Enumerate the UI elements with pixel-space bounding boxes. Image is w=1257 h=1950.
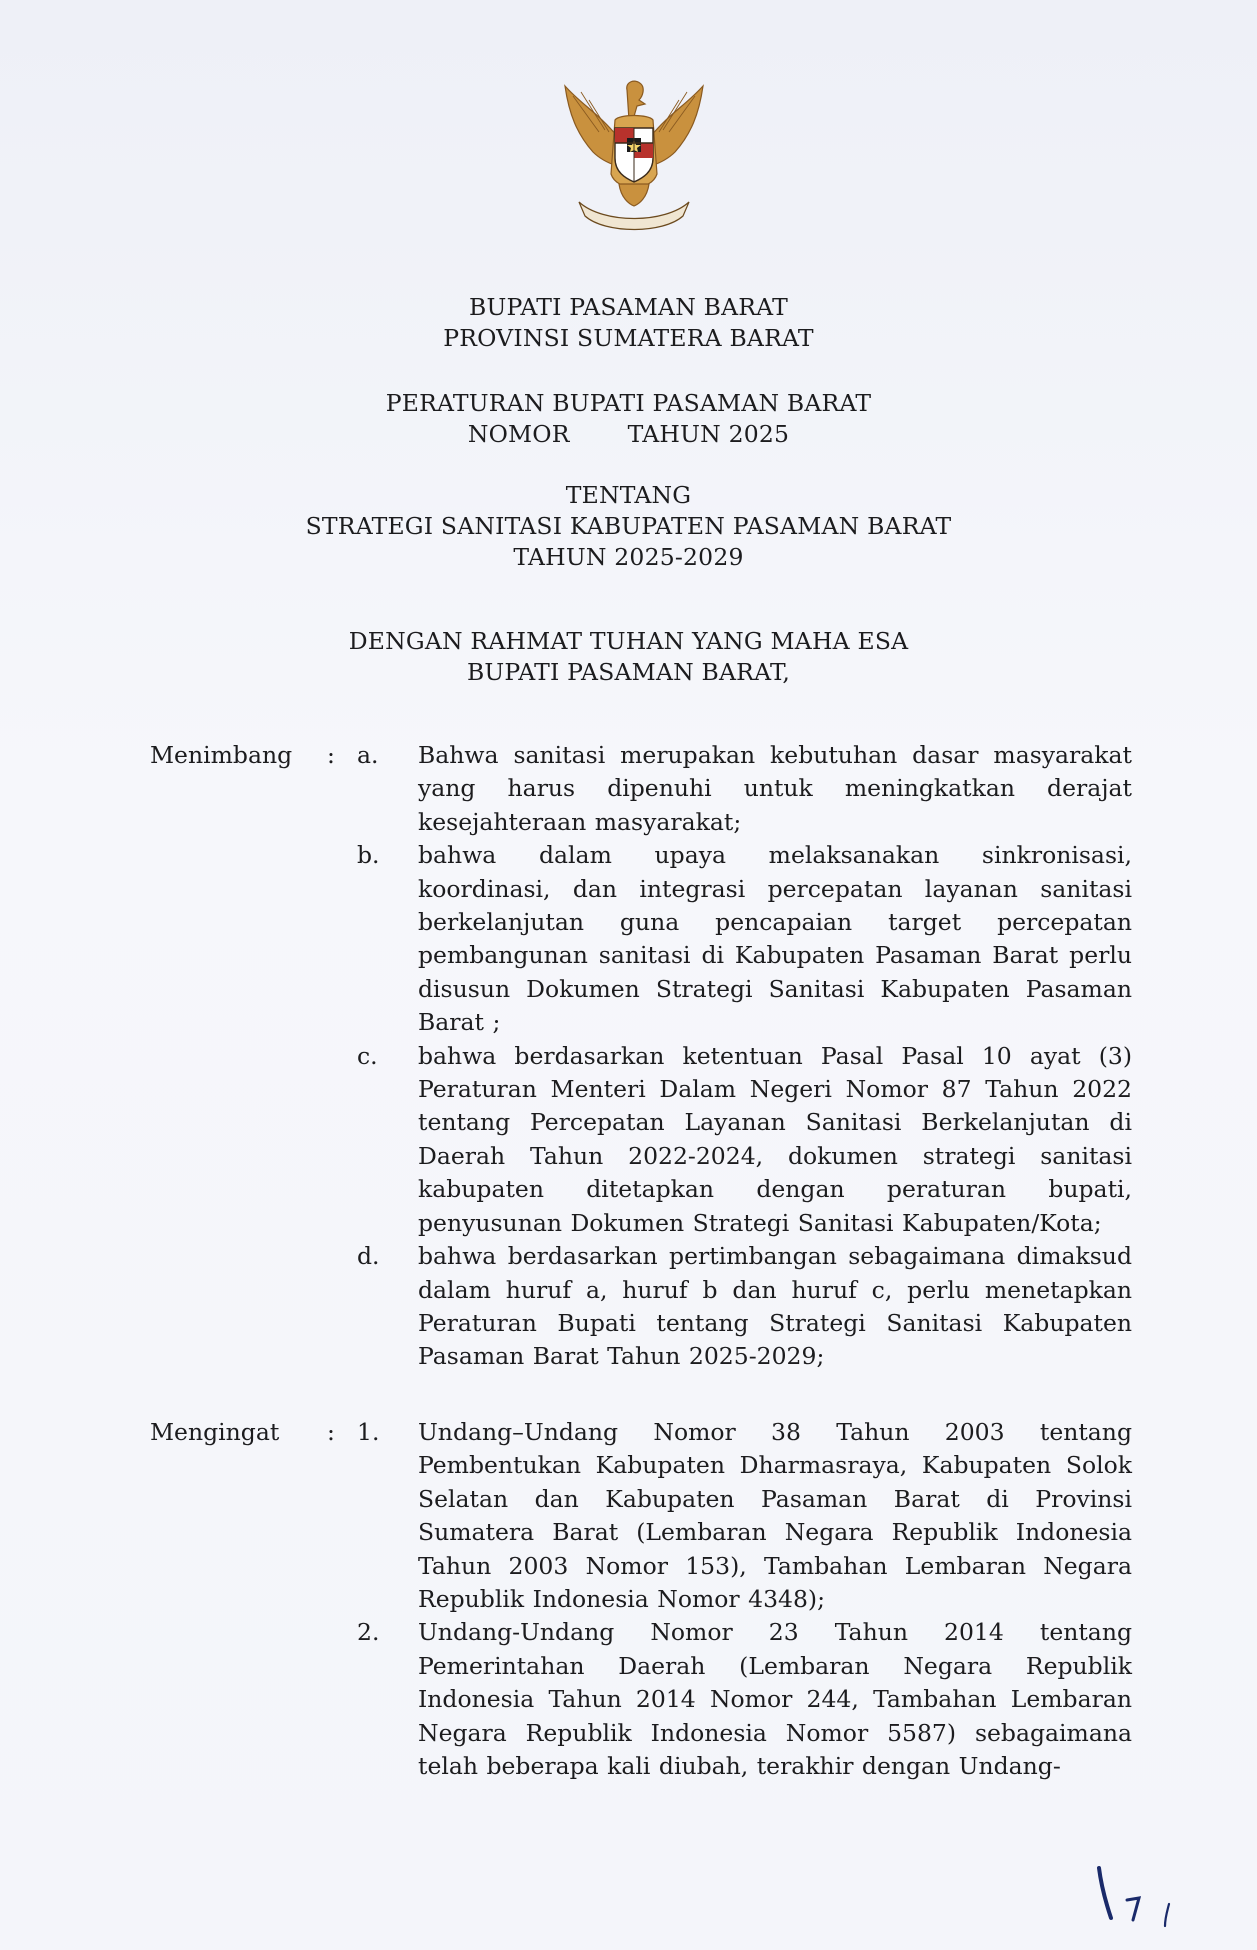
nomor-label: NOMOR	[467, 420, 570, 448]
section-label: Mengingat	[150, 1418, 280, 1446]
item-text: bahwa dalam upaya melaksanakan sinkronisasi, koordinasi, dan integrasi percepatan layanan sanitasi berkelanjutan guna pencapaian target percepatan pembangunan sanitasi di Kabupaten Pasaman Barat perlu disusun Dokumen Strategi Sanitasi Kabupaten Pasaman Barat ;	[418, 841, 1132, 1037]
subject-years: TAHUN 2025-2029	[513, 543, 744, 571]
list-item	[357, 1240, 1132, 1374]
item-text: bahwa berdasarkan ketentuan Pasal Pasal 10 ayat (3) Peraturan Menteri Dalam Negeri Nomor 87 Tahun 2022 tentang Percepatan Layanan Sanitasi Berkelanjutan di Daerah Tahun 2022-2024, dokumen strategi sanitasi kabupaten ditetapkan dengan peraturan bupati, penyusunan Dokumen Strategi Sanitasi Kabupaten/Kota;	[418, 1041, 1132, 1237]
tentang-label: TENTANG	[565, 481, 692, 509]
mengingat-list	[357, 1416, 1132, 1783]
section-colon: :	[327, 1418, 335, 1446]
preamble-line: DENGAN RAHMAT TUHAN YANG MAHA ESA	[348, 627, 909, 655]
item-text: Bahwa sanitasi merupakan kebutuhan dasar masyarakat yang harus dipenuhi untuk meningkatkan derajat kesejahteraan masyarakat;	[418, 741, 1132, 836]
preamble	[0, 626, 1257, 688]
initials-signature	[1085, 1860, 1195, 1930]
preamble-authority: BUPATI PASAMAN BARAT,	[466, 658, 791, 686]
item-text: Undang–Undang Nomor 38 Tahun 2003 tentang Pembentukan Kabupaten Dharmasraya, Kabupaten Solok Selatan dan Kabupaten Pasaman Barat di Provinsi Sumatera Barat (Lembaran Negara Republik Indonesia Tahun 2003 Nomor 153), Tambahan Lembaran Negara Republik Indonesia Nomor 4348);	[418, 1418, 1132, 1614]
list-item	[357, 739, 1132, 839]
tahun-label: TAHUN 2025	[627, 420, 790, 448]
item-marker: c.	[357, 1041, 378, 1070]
regulation-title: PERATURAN BUPATI PASAMAN BARAT	[385, 389, 872, 417]
subject-heading	[0, 480, 1257, 573]
item-marker: b.	[357, 841, 380, 870]
authority-line: BUPATI PASAMAN BARAT	[469, 293, 788, 321]
list-item	[357, 1416, 1132, 1616]
regulation-heading	[0, 388, 1257, 450]
list-item	[357, 1040, 1132, 1240]
section-label: Menimbang	[150, 741, 293, 769]
item-marker: 1.	[357, 1418, 380, 1446]
province-line: PROVINSI SUMATERA BARAT	[443, 324, 814, 352]
authority-heading	[0, 292, 1257, 354]
item-marker: d.	[357, 1242, 380, 1271]
item-text: Undang-Undang Nomor 23 Tahun 2014 tentang Pemerintahan Daerah (Lembaran Negara Republik Indonesia Tahun 2014 Nomor 244, Tambahan Lembaran Negara Republik Indonesia Nomor 5587) sebagaimana telah beberapa kali diubah, terakhir dengan Undang-	[418, 1618, 1132, 1781]
section-colon: :	[327, 741, 335, 769]
subject-line: STRATEGI SANITASI KABUPATEN PASAMAN BARAT	[305, 512, 952, 540]
item-text: bahwa berdasarkan pertimbangan sebagaimana dimaksud dalam huruf a, huruf b dan huruf c, perlu menetapkan Peraturan Bupati tentang Strategi Sanitasi Kabupaten Pasaman Barat Tahun 2025-2029;	[418, 1242, 1132, 1371]
menimbang-list	[357, 739, 1132, 1374]
regulation-number-line	[0, 419, 1257, 450]
garuda-emblem-icon	[559, 74, 709, 242]
item-marker: a.	[357, 741, 379, 769]
list-item	[357, 1616, 1132, 1783]
list-item	[357, 839, 1132, 1039]
item-marker: 2.	[357, 1618, 380, 1647]
